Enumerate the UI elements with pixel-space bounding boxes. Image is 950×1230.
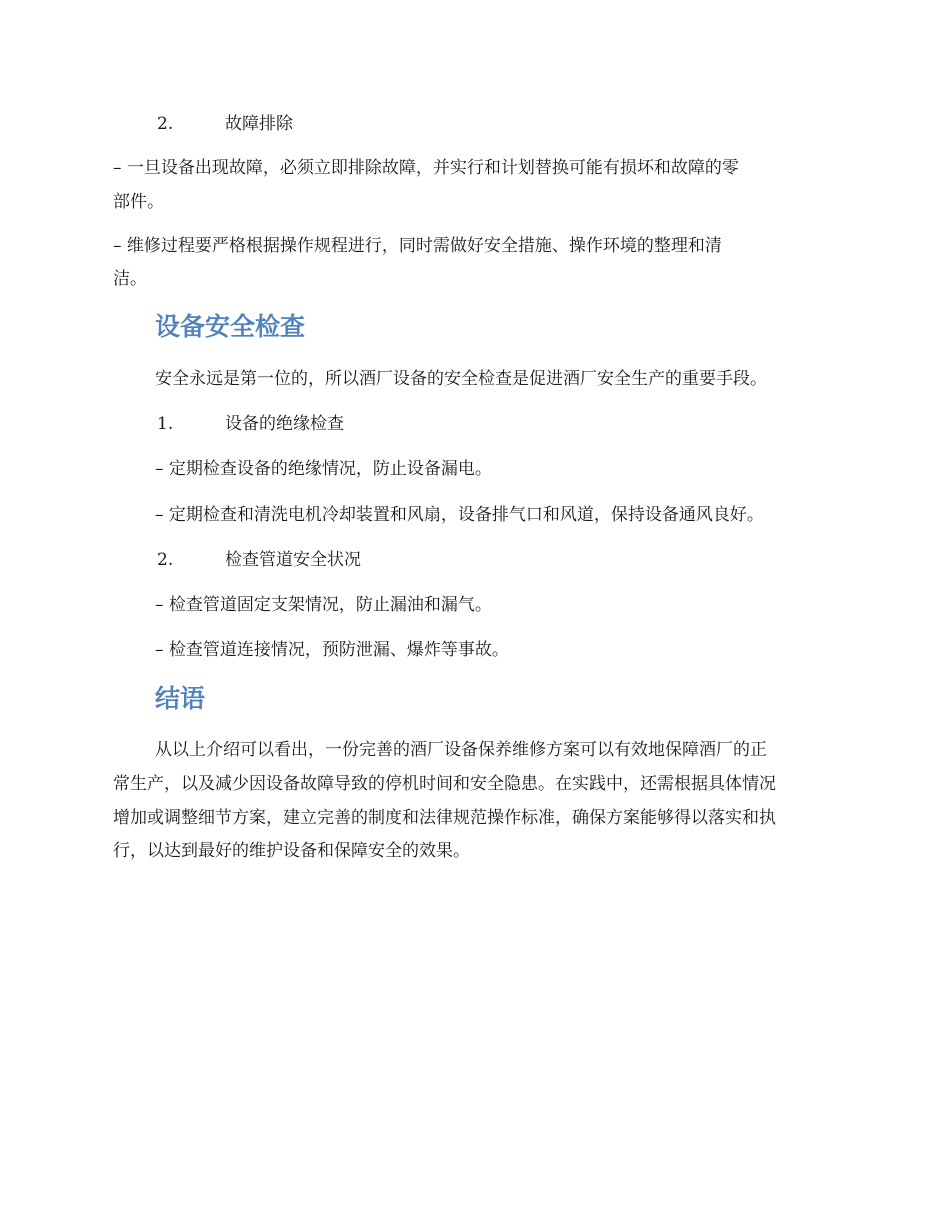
bullet-line: [113, 157, 739, 179]
section-heading: 结语: [155, 684, 206, 713]
bullet-line-continuation: 部件。: [113, 192, 164, 212]
conclusion-line: 行，以达到最好的维护设备和保障安全的效果。: [113, 841, 470, 861]
bullet-line: [113, 235, 722, 257]
bullet-line: – 检查管道固定支架情况，防止漏油和漏气。: [155, 595, 492, 615]
conclusion-line: 增加或调整细节方案，建立完善的制度和法律规范操作标准，确保方案能够得以落实和执: [113, 808, 776, 828]
bullet-line: – 检查管道连接情况，预防泄漏、爆炸等事故。: [155, 640, 509, 660]
bullet-text: – 维修过程要严格根据操作规程进行，同时需做好安全措施、操作环境的整理和清: [113, 236, 722, 256]
list-number: 2.: [157, 114, 174, 134]
conclusion-line: 常生产，以及减少因设备故障导致的停机时间和安全隐患。在实践中，还需根据具体情况: [113, 774, 776, 794]
list-item-title: 检查管道安全状况: [225, 550, 361, 570]
bullet-line: – 定期检查和清洗电机冷却装置和风扇，设备排气口和风道，保持设备通风良好。: [155, 505, 764, 525]
bullet-line: – 定期检查设备的绝缘情况，防止设备漏电。: [155, 459, 492, 479]
bullet-text: – 一旦设备出现故障，必须立即排除故障，并实行和计划替换可能有损坏和故障的零: [113, 158, 739, 178]
list-item-title: 故障排除: [225, 114, 293, 134]
list-item-title: 设备的绝缘检查: [225, 414, 344, 434]
section-heading: 设备安全检查: [155, 312, 306, 341]
section-intro: 安全永远是第一位的，所以酒厂设备的安全检查是促进酒厂安全生产的重要手段。: [155, 369, 767, 389]
conclusion-line: 从以上介绍可以看出，一份完善的酒厂设备保养维修方案可以有效地保障酒厂的正: [155, 740, 767, 760]
bullet-line-continuation: 洁。: [113, 269, 147, 289]
list-number: 1.: [157, 414, 174, 434]
list-number: 2.: [157, 550, 174, 570]
